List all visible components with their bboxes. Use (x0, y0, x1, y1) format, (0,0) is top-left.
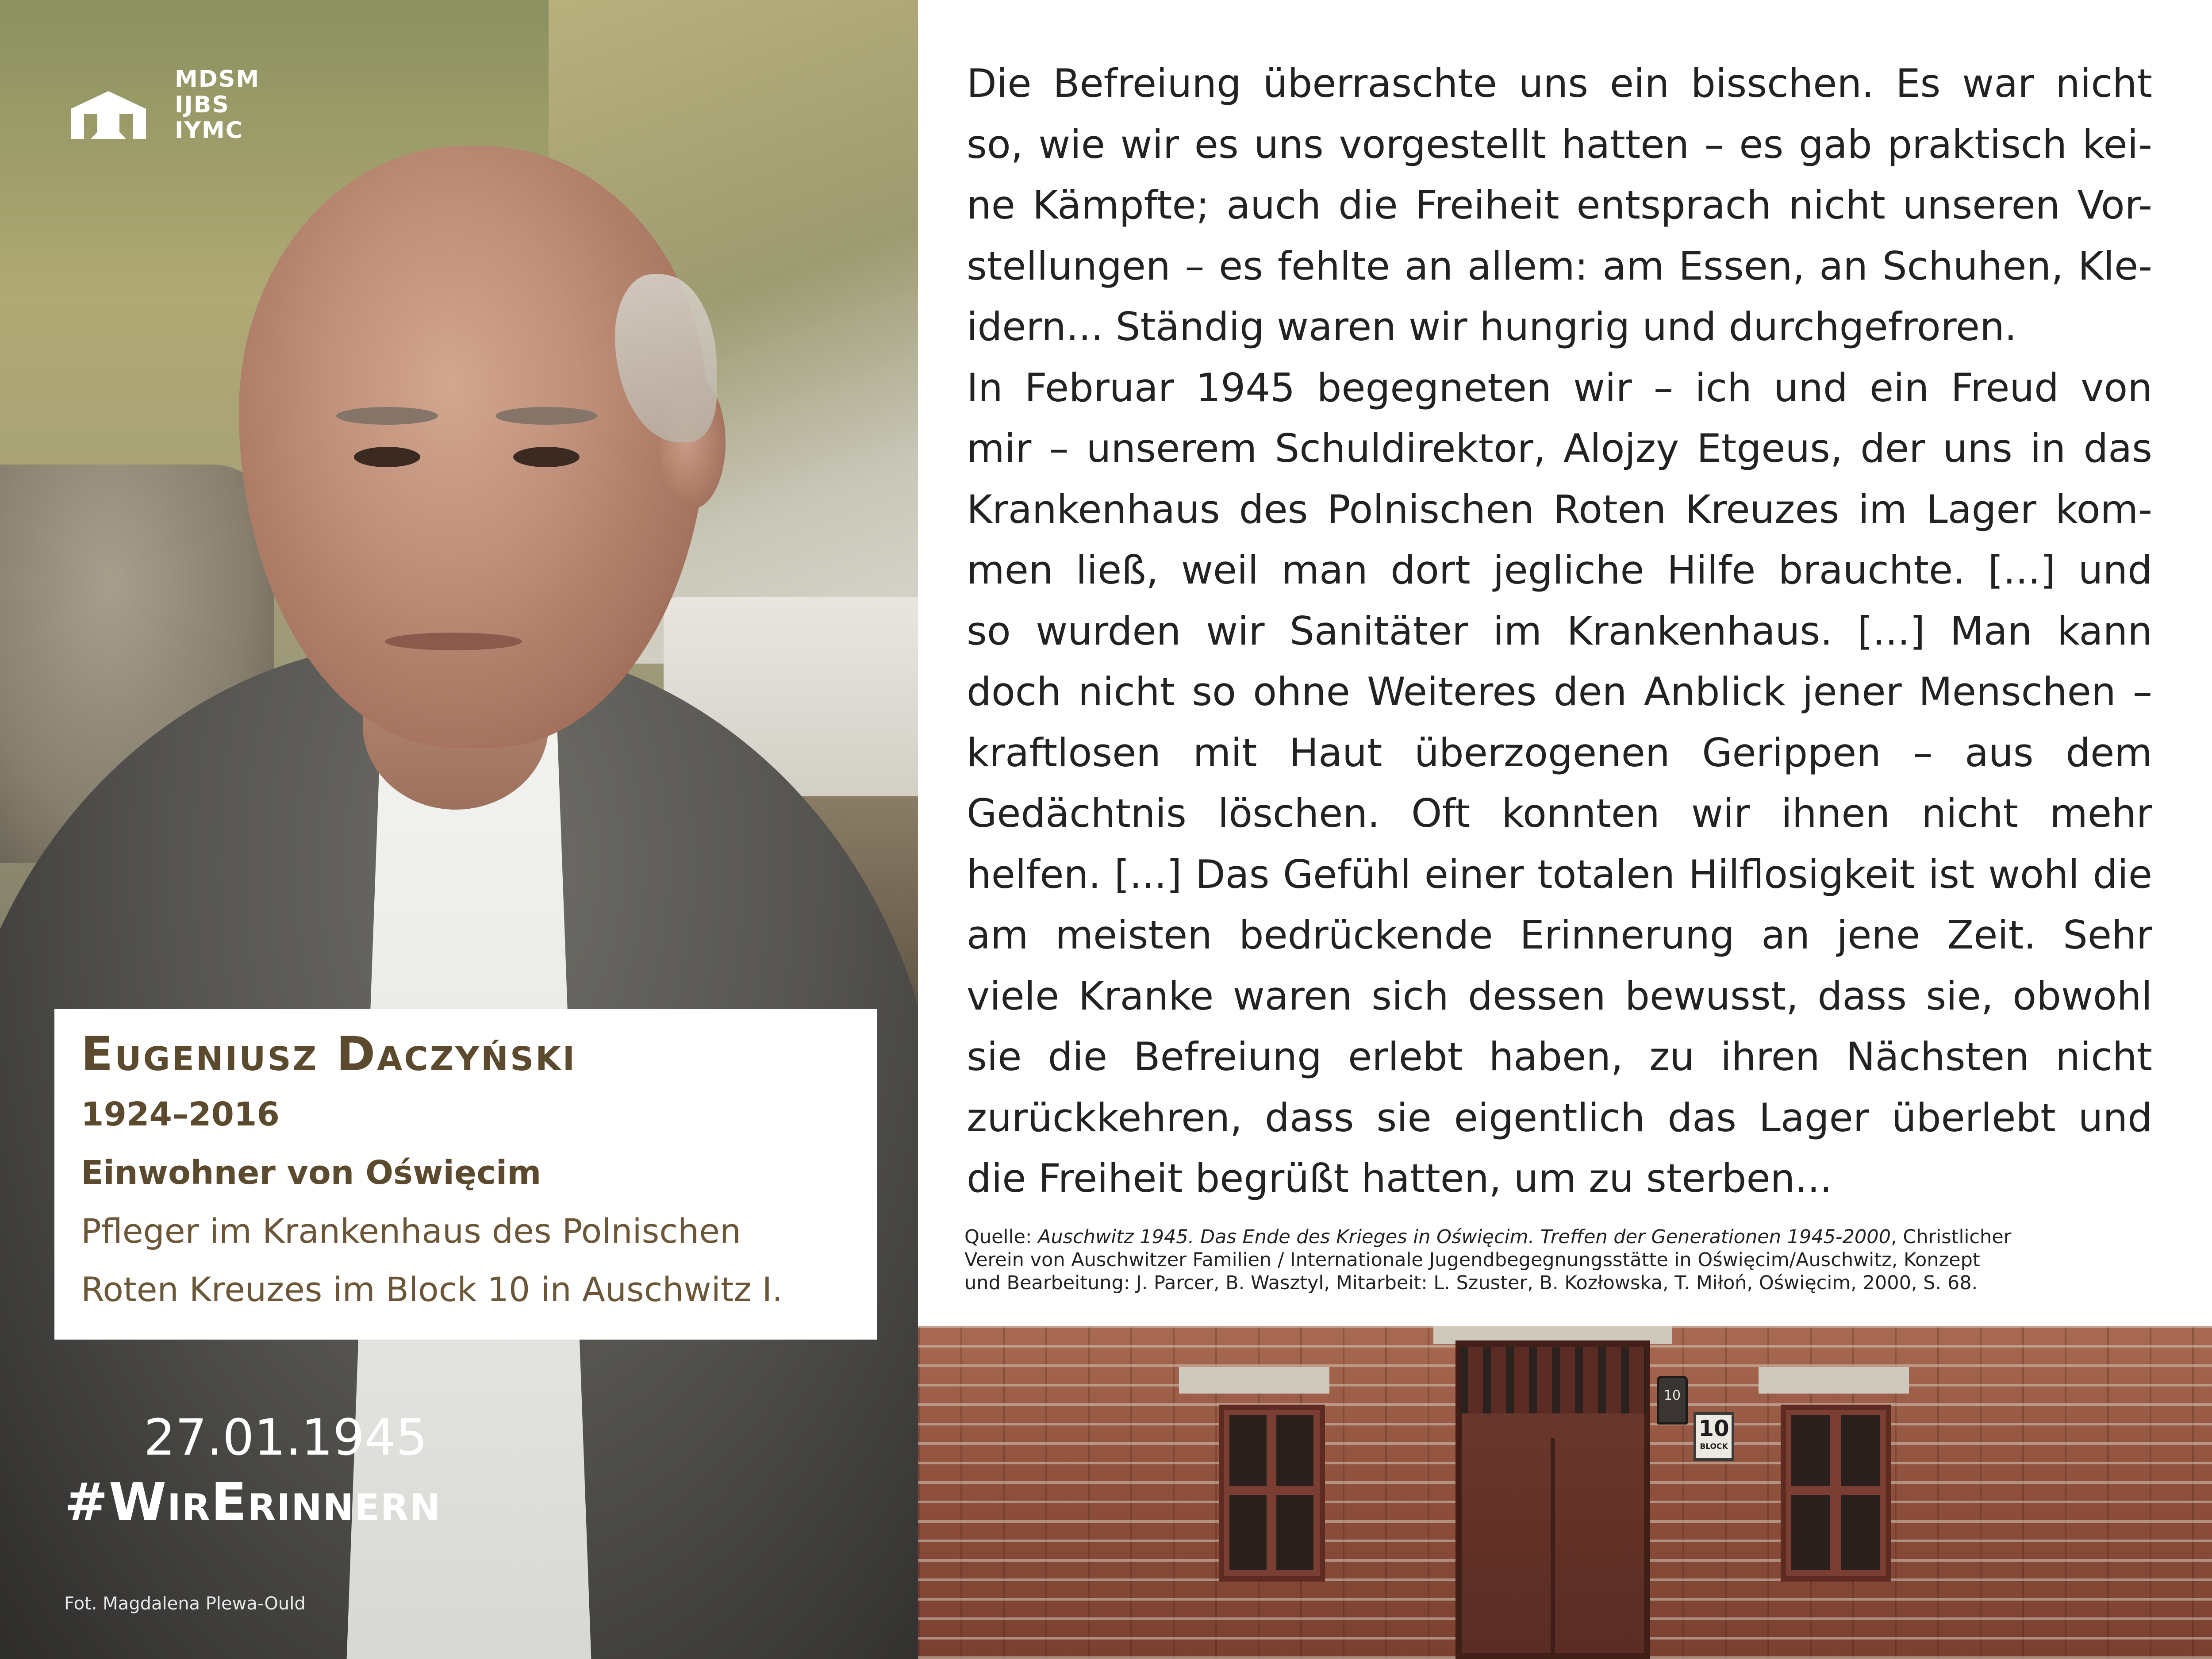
hashtag: #WirErinnern (64, 1471, 442, 1532)
photo-left-brow (336, 407, 438, 425)
quote-line: mir – unserem Schuldirektor, Alojzy Etgeus, der uns in das (967, 426, 2152, 471)
quote-line: sie die Befreiung erlebt haben, zu ihren Nächsten nicht (967, 1034, 2152, 1079)
block-number-plate (1694, 1412, 1734, 1461)
photo-credit: Fot. Magdalena Plewa-Ould (64, 1594, 306, 1614)
quote-line: zurückkehren, dass sie eigentlich das Lager überlebt und (967, 1094, 2152, 1141)
logo-line-iymc: IYMC (175, 117, 243, 144)
door-transom (1460, 1347, 1646, 1413)
quote-line: In Februar 1945 begegneten wir – ich und ein Freud von (967, 365, 2152, 411)
quote-line: Krankenhaus des Polnischen Roten Kreuzes im Lager kom- (967, 486, 2152, 532)
liberation-date: 27.01.1945 (144, 1409, 428, 1467)
logo-text (175, 66, 281, 143)
quote-line: kraftlosen mit Haut überzogenen Gerippen – aus dem (967, 730, 2152, 776)
lamp-number: 10 (1663, 1388, 1681, 1403)
left-window (1219, 1405, 1325, 1582)
source-title: Auschwitz 1945. Das Ende des Krieges in Oświęcim. Treffen der Generationen 1945-2000 (1038, 1226, 1891, 1248)
photo-right-eye (513, 447, 580, 467)
logo-line-ijbs: IJBS (175, 92, 230, 118)
right-window (1781, 1405, 1891, 1582)
block-plate-label: BLOCK (1700, 1442, 1728, 1451)
quote-line: helfen. [...] Das Gefühl einer totalen Hilflosigkeit ist wohl die (967, 851, 2152, 897)
source-line-1 (964, 1225, 2159, 1248)
quote-line: doch nicht so ohne Weiteres den Anblick jener Menschen – (967, 669, 2152, 714)
quote-line: ne Kämpfte; auch die Freiheit entsprach nicht unseren Vor- (967, 182, 2152, 228)
source-line-3: und Bearbeitung: J. Parcer, B. Wasztyl, Mitarbeit: L. Szuster, B. Kozłowska, T. Miłoń, Oświęcim, 2000, S. 68. (964, 1272, 1978, 1294)
mdsm-logo (66, 66, 274, 142)
source-prefix: Quelle: (964, 1226, 1038, 1248)
quote-line: so, wie wir es uns vorgestellt hatten – es gab praktisch kei- (967, 121, 2152, 167)
door-split (1551, 1438, 1555, 1659)
quote-line: men ließ, weil man dort jegliche Hilfe brauchte. [...] und (967, 547, 2152, 593)
photo-mouth (385, 633, 522, 650)
quote-line: am meisten bedrückende Erinnerung an jene Zeit. Sehr (967, 912, 2152, 958)
source-citation (964, 1225, 2159, 1294)
block-plate-number: 10 (1698, 1416, 1729, 1441)
person-role-line-2: Roten Kreuzes im Block 10 in Auschwitz I. (81, 1270, 783, 1309)
photo-left-eye (354, 447, 420, 467)
logo-line-mdsm: MDSM (175, 66, 260, 92)
source-line-2: Verein von Auschwitzer Familien / Internationale Jugendbegegnungsstätte in Oświęcim/Auschwitz, Konzept (964, 1249, 1980, 1271)
person-residence: Einwohner von Oświęcim (81, 1154, 541, 1192)
photo-right-brow (495, 407, 597, 425)
quote-line: Die Befreiung überraschte uns ein bisschen. Es war nicht (967, 61, 2152, 106)
lamp-with-number (1657, 1376, 1688, 1425)
testimony-quote (967, 53, 2152, 1209)
quote-line: Gedächtnis löschen. Oft konnten wir ihnen nicht mehr (967, 791, 2152, 836)
quote-line: so wurden wir Sanitäter im Krankenhaus. [...] Man kann (967, 608, 2152, 654)
right-window-lintel (1759, 1367, 1909, 1394)
person-name: Eugeniusz Daczyński (81, 1027, 577, 1081)
source-line-1-rest: , Christlicher (1891, 1226, 2012, 1248)
photo-head (239, 146, 708, 748)
left-window-lintel (1179, 1367, 1329, 1394)
person-role-line-1: Pfleger im Krankenhaus des Polnischen (81, 1211, 741, 1251)
quote-line: idern... Ständig waren wir hungrig und durchgefroren. (967, 304, 2017, 349)
name-card (54, 1009, 877, 1340)
portrait-photo (0, 0, 918, 1659)
quote-line: viele Kranke waren sich dessen bewusst, dass sie, obwohl (967, 973, 2152, 1019)
quote-line: die Freiheit begrüßt hatten, um zu sterben... (967, 1156, 1832, 1201)
quote-line: stellungen – es fehlte an allem: am Essen, an Schuhen, Kle- (967, 243, 2152, 289)
house-logo-icon (66, 88, 150, 141)
person-years: 1924–2016 (81, 1095, 280, 1133)
